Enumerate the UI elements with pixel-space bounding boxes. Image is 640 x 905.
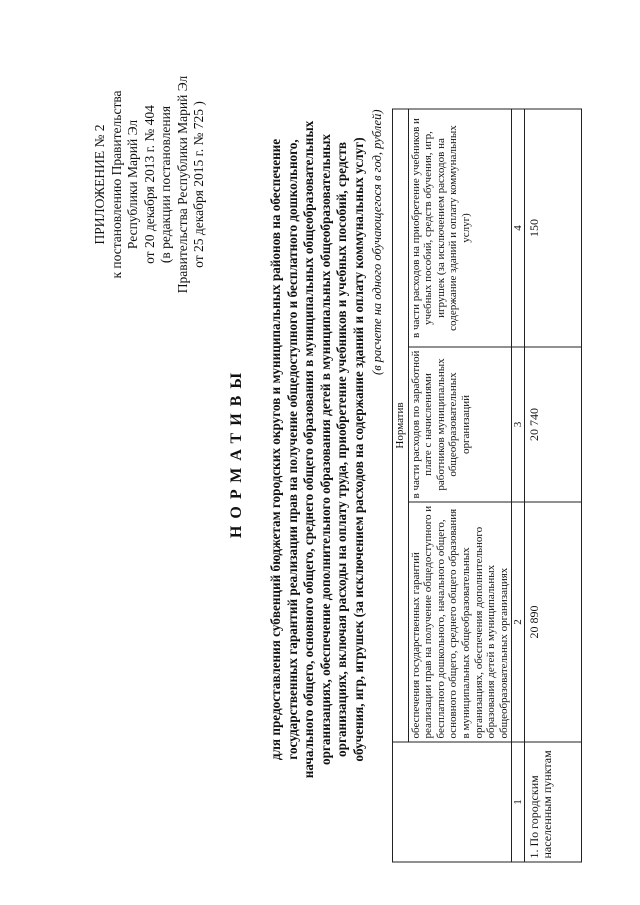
- index-cell: 4: [512, 109, 525, 347]
- appendix-line: Республики Марий Эл: [125, 119, 140, 250]
- subtitle-line: начального общего, основного общего, среднего общего образования в муниципальных общеобразовательных: [301, 120, 317, 779]
- table-index-row: [512, 109, 525, 862]
- row-label: 1. По городским населенным пунктам: [525, 742, 582, 862]
- subtitle-line: для предоставления субвенций бюджетам городских округов и муниципальных районов на обеспечение: [268, 138, 283, 761]
- appendix-header: [92, 50, 208, 320]
- table-header-row: [393, 109, 409, 862]
- header-cell-col4: в части расходов на приобретение учебников и учебных пособий, средств обучения, игр, игрушек (за исключением расходов на содержание зданий и оплату коммунальных услуг): [408, 109, 512, 347]
- appendix-line: от 20 декабря 2013 г. № 404: [141, 105, 157, 264]
- appendix-line: Правительства Республики Марий Эл: [174, 75, 190, 294]
- document-subtitle: [268, 105, 368, 795]
- header-cell-col2: обеспечения государственных гарантий реализации прав на получение общедоступного и бесплатного дошкольного, начального общего, основного общего, среднего общего образования в муниципальных общеобразовательных организациях, обеспечения дополнительного образования детей в муниципальных общеобразовательных организациях: [408, 502, 512, 742]
- appendix-line: к постановлению Правительства: [108, 90, 124, 279]
- appendix-line: ПРИЛОЖЕНИЕ № 2: [92, 124, 107, 245]
- header-cell-col3: в части расходов по заработной плате с начислениями работников муниципальных общеобразовательных организаций: [408, 347, 512, 502]
- row-value-col2: 20 890: [525, 502, 582, 742]
- subtitle-line: организациях, включая расходы на оплату труда, приобретение учебников и учебных пособий, средств: [334, 142, 350, 757]
- document-title: НОРМАТИВЫ: [228, 365, 245, 539]
- index-cell: 1: [512, 742, 525, 862]
- subtitle-line: государственных гарантий реализации прав на получение общедоступного и бесплатного дошкольного,: [284, 139, 300, 760]
- row-value-col4: 150: [525, 109, 582, 347]
- norms-table: [392, 109, 582, 863]
- table-row: [525, 109, 582, 862]
- subtitle-line: организациях, обеспечение дополнительного образования детей в муниципальных общеобразовательных: [317, 134, 333, 765]
- row-value-col3: 20 740: [525, 347, 582, 502]
- header-cell-territory: [393, 742, 512, 862]
- unit-note: (в расчете на одного обучающегося в год, рублей): [370, 109, 384, 375]
- subtitle-line: обучения, игр, игрушек (за исключением расходов на содержание зданий и оплату коммунальных услуг): [350, 137, 366, 762]
- appendix-line: (в редакции постановления: [158, 105, 173, 264]
- appendix-line: от 25 декабря 2015 г. № 725 ): [191, 101, 206, 268]
- index-cell: 3: [512, 347, 525, 502]
- header-cell-norm: Норматив: [393, 109, 409, 742]
- index-cell: 2: [512, 502, 525, 742]
